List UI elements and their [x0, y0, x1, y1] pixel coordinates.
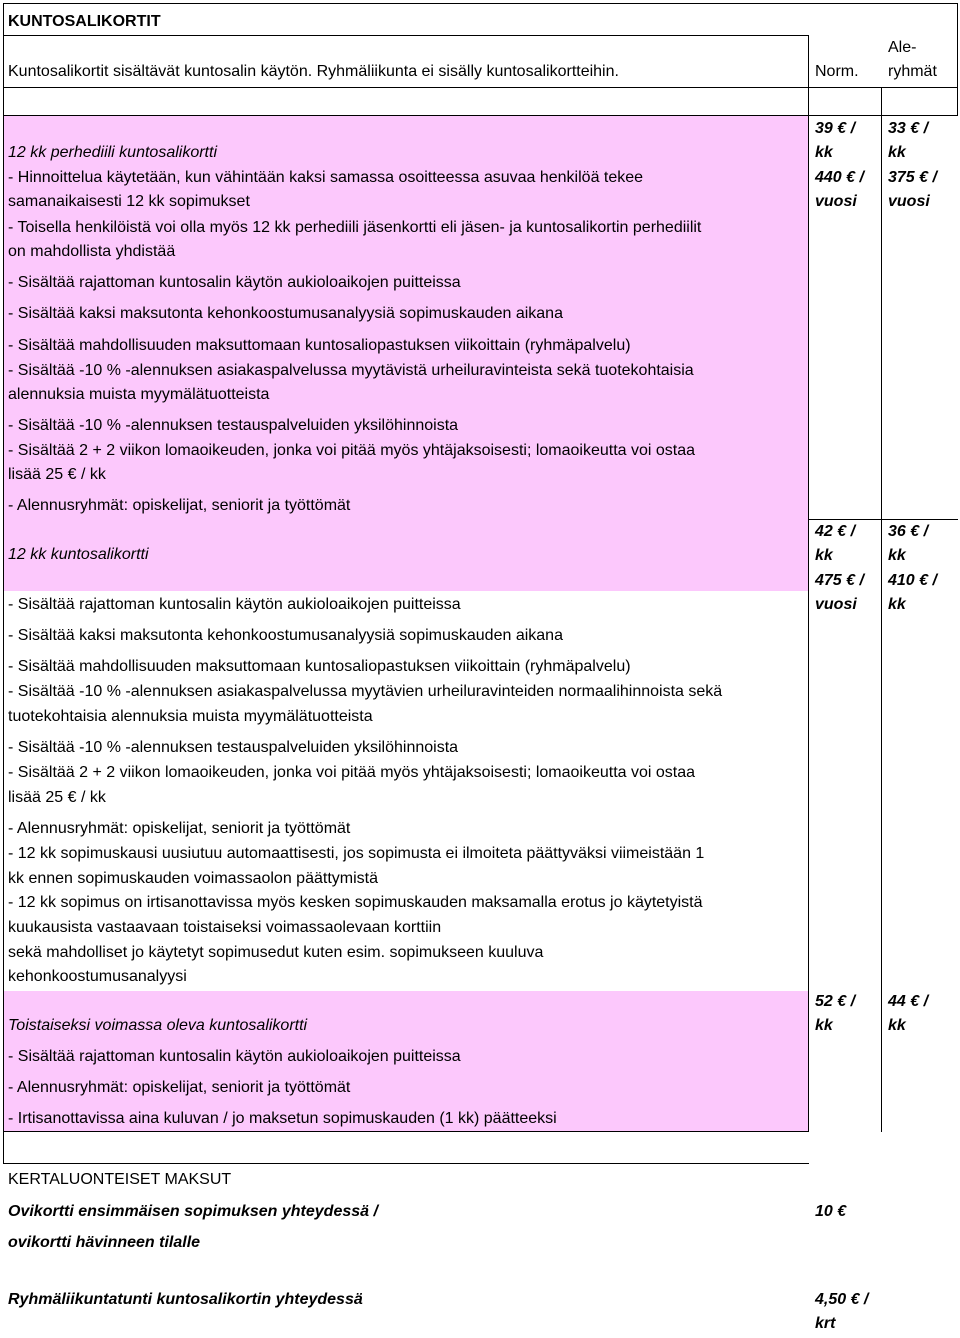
- section-line: - Sisältää 2 + 2 viikon lomaoikeuden, jonka voi pitää myös yhtäjaksoisesti; lomaoikeutta voi ostaa: [8, 442, 696, 459]
- ale-price: kk: [888, 144, 906, 161]
- section-line: - 12 kk sopimus on irtisanottavissa myös kesken sopimuskauden maksamalla erotus jo käytetyistä: [8, 894, 703, 911]
- section-line: - Alennusryhmät: opiskelijat, seniorit ja työttömät: [8, 1079, 351, 1096]
- grid-line: [3, 1131, 809, 1132]
- column-header-ale: ryhmät: [888, 63, 937, 80]
- section-title: 12 kk perhediili kuntosalikortti: [8, 144, 217, 161]
- section-line: lisää 25 € / kk: [8, 789, 106, 806]
- section-line: - Sisältää kaksi maksutonta kehonkoostumusanalyysiä sopimuskauden aikana: [8, 627, 563, 644]
- section-line: alennuksia muista myymälätuotteista: [8, 386, 270, 403]
- grid-line: [3, 3, 4, 1163]
- section-line: - Sisältää -10 % -alennuksen asiakaspalvelussa myytävien urheiluravinteiden normaalihinnoista sekä: [8, 683, 723, 700]
- fee-group-class-price: 4,50 € /: [815, 1291, 869, 1308]
- section-line: - Alennusryhmät: opiskelijat, seniorit ja työttömät: [8, 497, 351, 514]
- section-line: - Sisältää mahdollisuuden maksuttomaan kuntosaliopastuksen viikoittain (ryhmäpalvelu): [8, 337, 631, 354]
- fee-group-class: Ryhmäliikuntatunti kuntosalikortin yhteydessä: [8, 1291, 363, 1308]
- fee-door-card: ovikortti hävinneen tilalle: [8, 1234, 201, 1251]
- grid-line: [3, 3, 957, 4]
- grid-line: [808, 35, 809, 1132]
- fees-title: KERTALUONTEISET MAKSUT: [8, 1171, 232, 1188]
- fee-door-card-price: 10 €: [815, 1203, 847, 1220]
- grid-line: [3, 115, 957, 116]
- section-line: - Sisältää -10 % -alennuksen testauspalveluiden yksilöhinnoista: [8, 739, 459, 756]
- section-line: - Sisältää 2 + 2 viikon lomaoikeuden, jonka voi pitää myös yhtäjaksoisesti; lomaoikeutta voi ostaa: [8, 764, 696, 781]
- ale-price: 44 € /: [888, 993, 929, 1010]
- grid-line: [3, 1163, 809, 1164]
- ale-price: kk: [888, 596, 906, 613]
- norm-price: vuosi: [815, 193, 857, 210]
- column-header-norm: Norm.: [815, 63, 859, 80]
- grid-line: [957, 519, 958, 520]
- norm-price: kk: [815, 1017, 833, 1034]
- section-line: - Sisältää rajattoman kuntosalin käytön aukioloaikojen puitteissa: [8, 596, 461, 613]
- norm-price: 42 € /: [815, 523, 856, 540]
- norm-price: 52 € /: [815, 993, 856, 1010]
- norm-price: kk: [815, 144, 833, 161]
- section-line: lisää 25 € / kk: [8, 466, 106, 483]
- norm-price: kk: [815, 547, 833, 564]
- ale-price: vuosi: [888, 193, 930, 210]
- ale-price: kk: [888, 1017, 906, 1034]
- section-line: - Sisältää -10 % -alennuksen testauspalveluiden yksilöhinnoista: [8, 417, 459, 434]
- norm-price: 475 € /: [815, 572, 864, 589]
- norm-price: 39 € /: [815, 120, 856, 137]
- section-line: kuukausista vastaavaan toistaiseksi voimassaolevaan korttiin: [8, 919, 442, 936]
- section-line: - Sisältää rajattoman kuntosalin käytön aukioloaikojen puitteissa: [8, 1048, 461, 1065]
- intro-text: Kuntosalikortit sisältävät kuntosalin käytön. Ryhmäliikunta ei sisälly kuntosalikortteihin.: [8, 63, 619, 80]
- section-line: samanaikaisesti 12 kk sopimukset: [8, 193, 250, 210]
- section-line: - Alennusryhmät: opiskelijat, seniorit ja työttömät: [8, 820, 351, 837]
- norm-price: 440 € /: [815, 169, 864, 186]
- ale-price: 33 € /: [888, 120, 929, 137]
- column-header-ale: Ale-: [888, 39, 917, 56]
- section-line: - Sisältää -10 % -alennuksen asiakaspalvelussa myytävistä urheiluravinteista sekä tuotekohtaisia: [8, 362, 694, 379]
- ale-price: 410 € /: [888, 572, 937, 589]
- section-line: - Sisältää mahdollisuuden maksuttomaan kuntosaliopastuksen viikoittain (ryhmäpalvelu): [8, 658, 631, 675]
- ale-price: 375 € /: [888, 169, 937, 186]
- grid-line: [881, 87, 882, 1132]
- ale-price: 36 € /: [888, 523, 929, 540]
- section-line: - Toisella henkilöistä voi olla myös 12 kk perhediili jäsenkortti eli jäsen- ja kuntosalikortin perhediilit: [8, 219, 702, 236]
- section-line: - 12 kk sopimuskausi uusiutuu automaattisesti, jos sopimusta ei ilmoiteta päättyväksi viimeistään 1: [8, 845, 705, 862]
- section-line: - Irtisanottavissa aina kuluvan / jo maksetun sopimuskauden (1 kk) päätteeksi: [8, 1110, 557, 1127]
- norm-price: vuosi: [815, 596, 857, 613]
- grid-line: [957, 3, 958, 116]
- grid-line: [3, 87, 957, 88]
- section-line: - Sisältää rajattoman kuntosalin käytön aukioloaikojen puitteissa: [8, 274, 461, 291]
- fee-door-card: Ovikortti ensimmäisen sopimuksen yhteydessä /: [8, 1203, 378, 1220]
- page-title: KUNTOSALIKORTIT: [8, 13, 161, 30]
- section-line: tuotekohtaisia alennuksia muista myymälätuotteista: [8, 708, 373, 725]
- grid-line: [3, 35, 809, 36]
- section-line: - Sisältää kaksi maksutonta kehonkoostumusanalyysiä sopimuskauden aikana: [8, 305, 563, 322]
- section-line: kk ennen sopimuskauden voimassaolon päättymistä: [8, 870, 378, 887]
- ale-price: kk: [888, 547, 906, 564]
- section-line: sekä mahdolliset jo käytetyt sopimusedut kuten esim. sopimukseen kuuluva: [8, 944, 544, 961]
- fee-group-class-price: krt: [815, 1315, 836, 1332]
- section-line: on mahdollista yhdistää: [8, 243, 176, 260]
- section-title: Toistaiseksi voimassa oleva kuntosalikortti: [8, 1017, 308, 1034]
- section-title: 12 kk kuntosalikortti: [8, 546, 149, 563]
- section-line: - Hinnoittelua käytetään, kun vähintään kaksi samassa osoitteessa asuvaa henkilöä tekee: [8, 169, 644, 186]
- section-line: kehonkoostumusanalyysi: [8, 968, 187, 985]
